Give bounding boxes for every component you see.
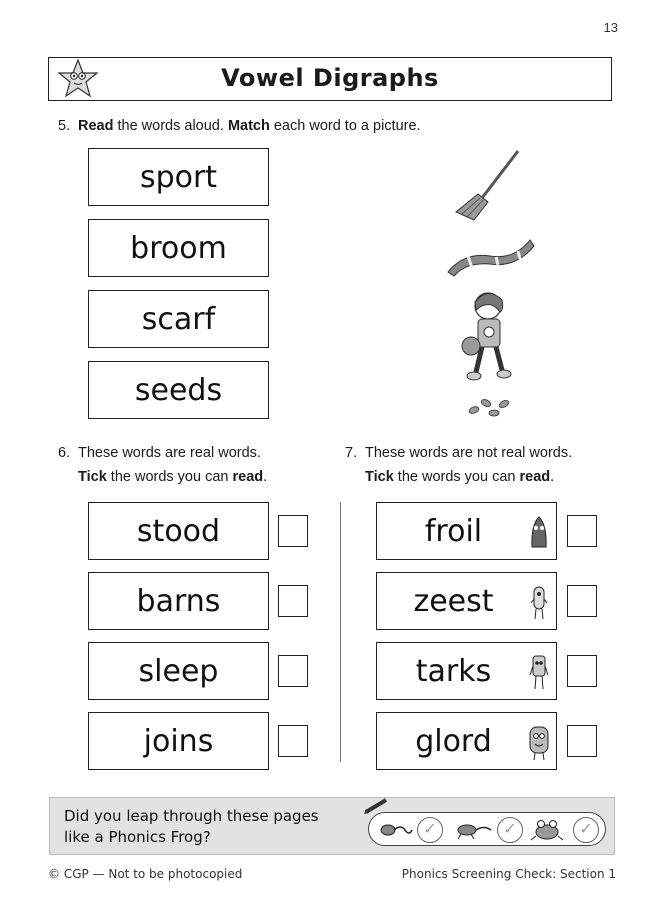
tick-checkbox[interactable]	[278, 515, 308, 547]
word-card	[88, 712, 269, 770]
word-label: broom	[130, 230, 227, 266]
tadpole-icon	[379, 820, 413, 840]
word-label: seeds	[134, 372, 223, 408]
instruction-verb: Read	[78, 118, 114, 134]
word-card	[88, 642, 269, 700]
word-card[interactable]	[88, 148, 269, 206]
question-6-instruction	[58, 441, 267, 489]
word-label: sleep	[138, 653, 219, 689]
tick-checkbox[interactable]	[567, 655, 597, 687]
instruction-text: .	[550, 469, 555, 485]
tick-checkbox[interactable]	[567, 725, 597, 757]
frog-icon	[529, 818, 565, 842]
froglet-icon	[453, 820, 493, 840]
instruction-text: the words aloud.	[113, 118, 228, 134]
word-label: joins	[143, 723, 214, 759]
seeds-picture-icon[interactable]	[466, 395, 512, 419]
page-number: 13	[603, 20, 618, 35]
word-label: stood	[136, 513, 221, 549]
instruction-text: .	[263, 469, 268, 485]
broom-picture-icon[interactable]	[452, 148, 524, 224]
word-card	[376, 712, 557, 770]
tick-checkbox[interactable]	[567, 515, 597, 547]
question-7-instruction	[345, 441, 572, 489]
child-with-ball-picture-icon[interactable]	[456, 288, 518, 384]
rating-circle[interactable]: ✓	[417, 817, 443, 843]
title-banner	[48, 57, 612, 101]
question-number: 5.	[58, 118, 71, 134]
rating-circle[interactable]: ✓	[497, 817, 523, 843]
alien-icon	[531, 583, 547, 621]
copyright-notice: © CGP — Not to be photocopied	[48, 867, 243, 881]
word-card	[376, 642, 557, 700]
page-title: Vowel Digraphs	[221, 64, 439, 92]
column-divider	[340, 502, 341, 762]
question-line: Did you leap through these pages	[64, 807, 319, 825]
alien-icon	[530, 515, 548, 549]
word-label: barns	[136, 583, 221, 619]
question-number: 6.	[58, 445, 71, 461]
tick-checkbox[interactable]	[278, 585, 308, 617]
word-card	[376, 502, 557, 560]
word-card	[88, 572, 269, 630]
tick-checkbox[interactable]	[278, 725, 308, 757]
tick-checkbox[interactable]	[567, 585, 597, 617]
instruction-verb: Match	[227, 118, 270, 134]
scarf-picture-icon[interactable]	[444, 234, 536, 278]
word-card	[88, 502, 269, 560]
section-label: Phonics Screening Check: Section 1	[401, 867, 616, 881]
instruction-text: These words are not real words.	[365, 445, 573, 461]
instruction-verb: Tick	[78, 469, 107, 485]
word-card[interactable]	[88, 361, 269, 419]
word-card	[376, 572, 557, 630]
instruction-text: the words you can	[106, 469, 233, 485]
word-label: tarks	[415, 653, 492, 689]
instruction-verb: read	[232, 469, 264, 485]
instruction-verb: Tick	[365, 469, 394, 485]
rating-circle[interactable]: ✓	[573, 817, 599, 843]
alien-icon	[528, 723, 550, 761]
self-assessment-panel	[49, 797, 615, 855]
alien-icon	[529, 653, 549, 691]
word-card[interactable]	[88, 219, 269, 277]
frog-rating-strip	[368, 812, 606, 846]
question-line: like a Phonics Frog?	[64, 828, 211, 846]
instruction-text: the words you can	[393, 469, 520, 485]
word-label: glord	[415, 723, 492, 759]
question-number: 7.	[345, 445, 358, 461]
tick-checkbox[interactable]	[278, 655, 308, 687]
instruction-text: These words are real words.	[78, 445, 261, 461]
word-label: scarf	[141, 301, 216, 337]
word-label: zeest	[413, 583, 494, 619]
word-label: froil	[424, 513, 483, 549]
question-5-instruction	[58, 114, 421, 138]
instruction-text: each word to a picture.	[269, 118, 421, 134]
word-card[interactable]	[88, 290, 269, 348]
self-assessment-question	[64, 806, 319, 848]
word-label: sport	[139, 159, 218, 195]
instruction-verb: read	[519, 469, 551, 485]
